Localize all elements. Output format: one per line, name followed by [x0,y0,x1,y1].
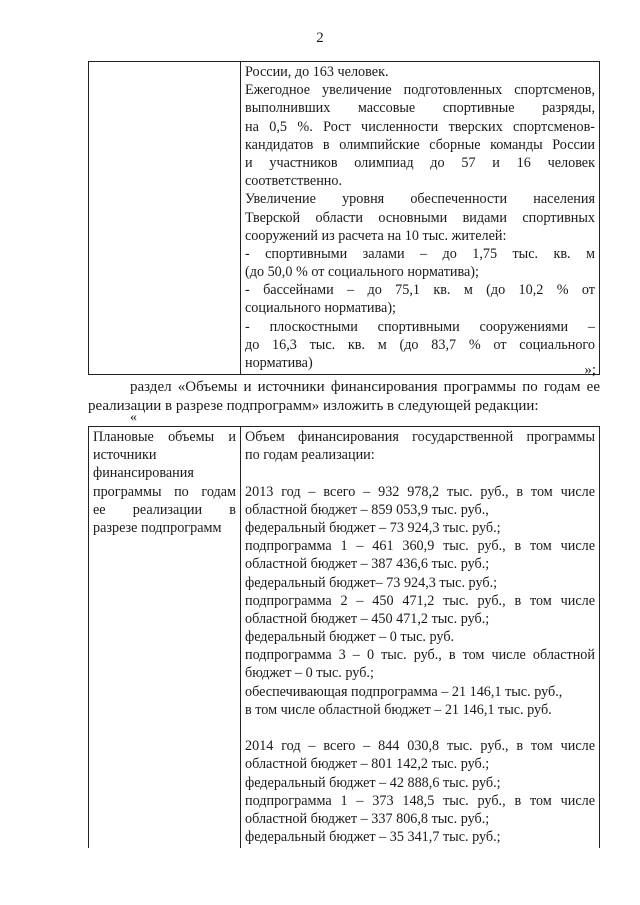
text-line: ее реализации в [93,501,236,518]
closing-quote: »; [584,362,596,378]
text-line: соответственно. [245,173,343,190]
text-line: выполнивших массовые спортивные разряды, [245,100,595,117]
text-line: обеспечивающая подпрограмма – 21 146,1 тыс. руб., [245,683,563,700]
financing-table [88,426,600,848]
table-cell-financing [241,427,600,849]
text-line: разрезе подпрограмм [93,519,222,536]
text-line: сооружений из расчета на 10 тыс. жителей: [245,227,507,244]
text-line: по годам реализации: [245,447,375,464]
text-line: в том числе областной бюджет – 21 146,1 тыс. руб. [245,701,552,718]
amendment-paragraph [88,378,600,416]
text-line: - спортивными залами – до 1,75 тыс. кв. м [245,245,595,262]
table-row [89,427,600,849]
opening-quote: « [130,410,137,425]
table-cell-label-empty [89,62,241,375]
text-line: федеральный бюджет – 35 341,7 тыс. руб.; [245,829,501,846]
text-line: областной бюджет – 387 436,6 тыс. руб.; [245,556,490,573]
text-line: федеральный бюджет – 73 924,3 тыс. руб.; [245,519,501,536]
text-line: - бассейнами – до 75,1 кв. м (до 10,2 % от [245,282,595,299]
paragraph-line: раздел «Объемы и источники финансирования программы по годам ее [130,379,600,395]
text-line: федеральный бюджет – 0 тыс. руб. [245,629,455,646]
text-line: Тверской области основными видами спортивных [245,209,595,226]
text-line: 2013 год – всего – 932 978,2 тыс. руб., в том числе [245,483,595,500]
text-line: подпрограмма 1 – 461 360,9 тыс. руб., в том числе [245,538,595,555]
spacer [245,719,595,737]
text-line: программы по годам [93,483,236,500]
text-line: социального норматива); [245,300,396,317]
text-line: областной бюджет – 859 053,9 тыс. руб., [245,501,489,518]
text-line: источники [93,447,157,464]
table-cell-label [89,427,241,849]
text-line: подпрограмма 3 – 0 тыс. руб., в том числе областной [245,647,595,664]
text-line: России, до 163 человек. [245,64,389,80]
table-cell-results [241,62,600,375]
text-line: областной бюджет – 801 142,2 тыс. руб.; [245,756,490,773]
text-line: подпрограмма 2 – 450 471,2 тыс. руб., в том числе [245,592,595,609]
text-line: кандидатов в олимпийские сборные команды России [245,136,595,153]
text-line: норматива) [245,355,313,371]
text-line: Объем финансирования государственной программы [245,429,595,445]
text-line: и участников олимпиад до 57 и 16 человек [245,154,595,171]
text-line: до 16,3 тыс. кв. м (до 83,7 % от социального [245,336,595,353]
table-row [89,62,600,375]
text-line: Увеличение уровня обеспеченности населения [245,191,595,208]
text-line: подпрограмма 1 – 373 148,5 тыс. руб., в том числе [245,792,595,809]
text-line: - плоскостными спортивными сооружениями – [245,318,595,335]
text-line: (до 50,0 % от социального норматива); [245,264,479,281]
text-line: Плановые объемы и [93,429,236,445]
paragraph-line: реализации в разрезе подпрограмм» изложить в следующей редакции: [88,398,539,414]
text-line: 2014 год – всего – 844 030,8 тыс. руб., в том числе [245,738,595,755]
text-line: федеральный бюджет – 42 888,6 тыс. руб.; [245,774,501,791]
text-line: областной бюджет – 337 806,8 тыс. руб.; [245,810,490,827]
page-number: 2 [316,30,324,46]
text-line: областной бюджет – 450 471,2 тыс. руб.; [245,610,490,627]
text-line: финансирования [93,465,194,482]
text-line: на 0,5 %. Рост численности тверских спортсменов- [245,118,595,135]
text-line: Ежегодное увеличение подготовленных спортсменов, [245,82,595,99]
passport-table-continued [88,61,600,375]
text-line: федеральный бюджет– 73 924,3 тыс. руб.; [245,574,498,591]
spacer [245,464,595,482]
text-line: бюджет – 0 тыс. руб.; [245,665,374,682]
